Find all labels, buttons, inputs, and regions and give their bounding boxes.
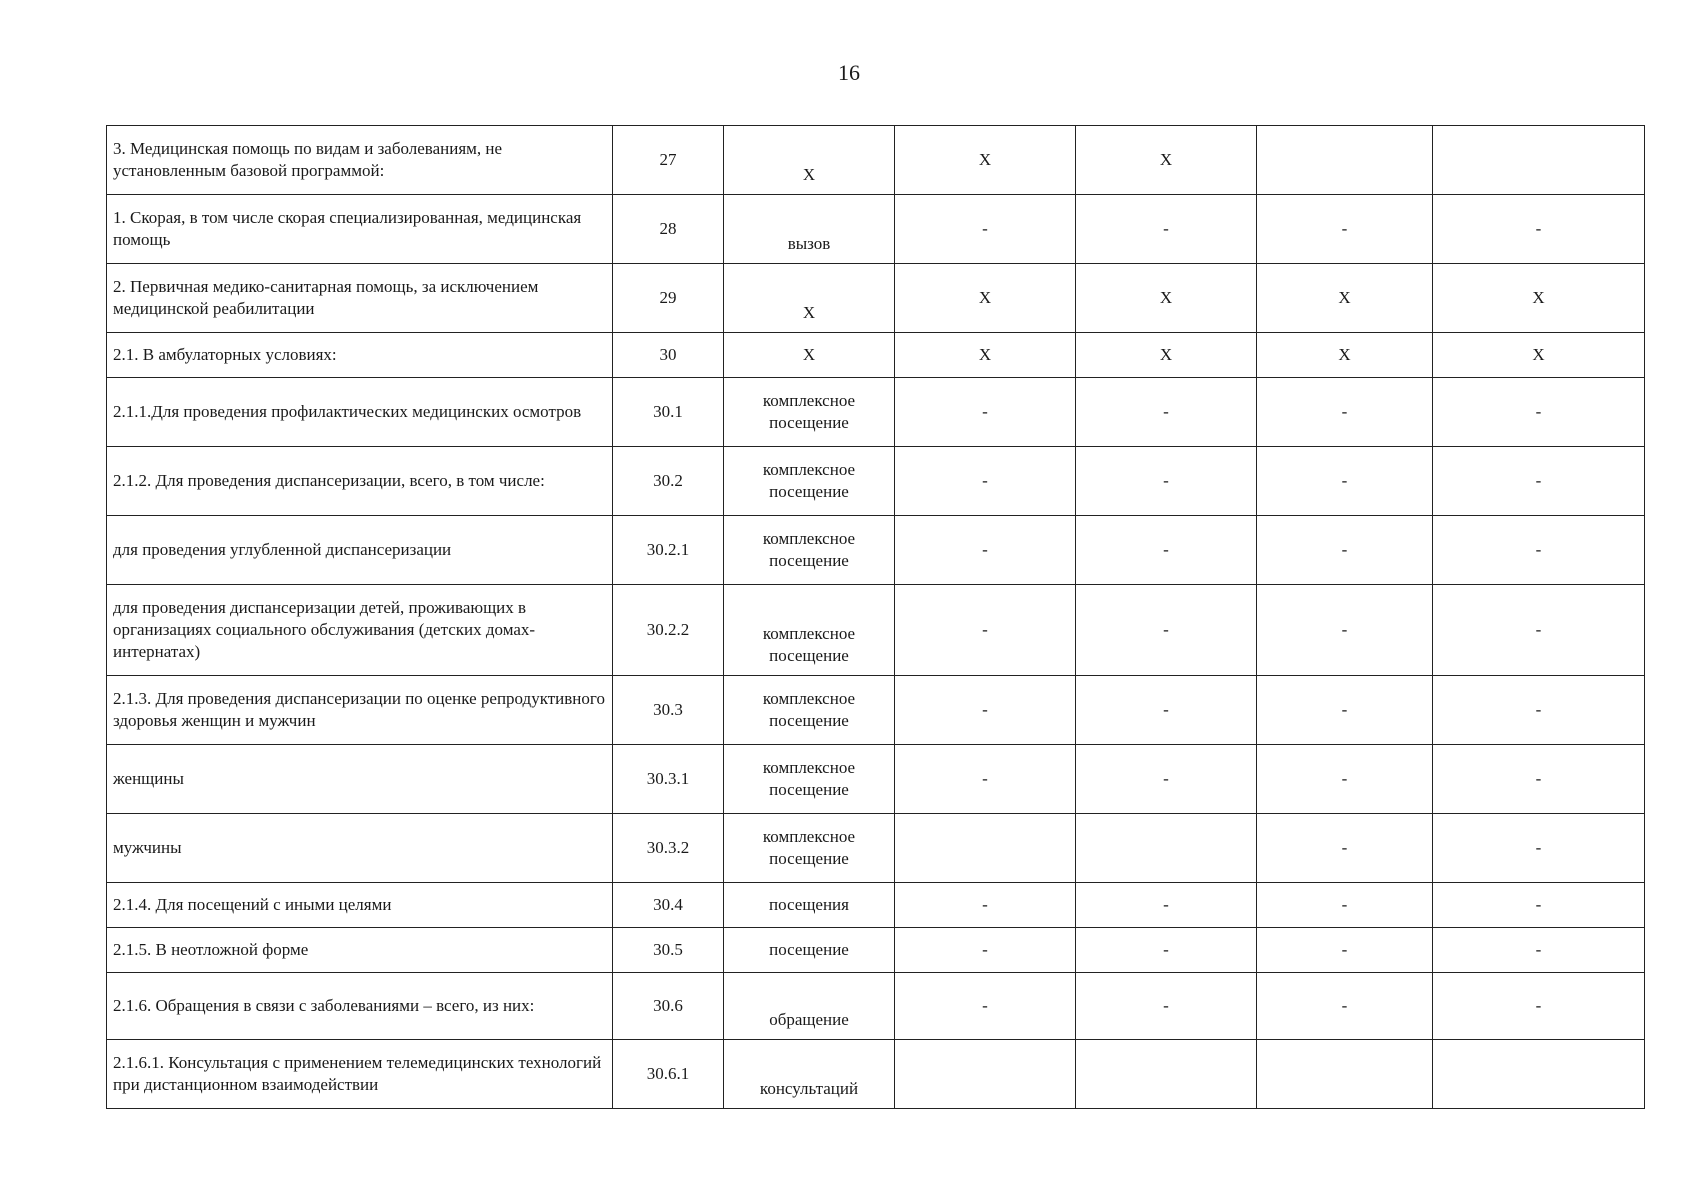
row-value: - [1257,814,1433,883]
program-table [106,125,1645,1109]
row-unit: Х [724,264,895,333]
table-row [107,126,1645,195]
row-value: - [1257,378,1433,447]
row-unit: посещение [724,928,895,973]
row-value: Х [1257,333,1433,378]
row-value: - [895,585,1076,676]
row-unit: вызов [724,195,895,264]
table-row [107,333,1645,378]
row-value: - [1433,447,1645,516]
row-value [1076,814,1257,883]
row-code: 27 [613,126,724,195]
row-value: - [1257,516,1433,585]
row-value: - [1257,585,1433,676]
table-row [107,676,1645,745]
table-row [107,745,1645,814]
row-value: - [1433,883,1645,928]
row-value: - [1257,745,1433,814]
table-row [107,814,1645,883]
row-code: 30.3.2 [613,814,724,883]
row-name: 2. Первичная медико-санитарная помощь, за исключением медицинской реабилитации [107,264,613,333]
row-unit: комплексное посещение [724,814,895,883]
row-value: Х [895,333,1076,378]
table-row [107,516,1645,585]
row-value: - [895,516,1076,585]
row-value [1433,1040,1645,1109]
table-row [107,928,1645,973]
table-row [107,378,1645,447]
table-row [107,1040,1645,1109]
row-value: - [1433,973,1645,1040]
row-value: - [1076,447,1257,516]
row-value: Х [1433,264,1645,333]
row-code: 30.6 [613,973,724,1040]
row-name: для проведения диспансеризации детей, проживающих в организациях социального обслуживания (детских домах-интернатах) [107,585,613,676]
row-value: Х [1257,264,1433,333]
row-value: - [1076,928,1257,973]
row-value [1076,1040,1257,1109]
row-unit: комплексное посещение [724,745,895,814]
row-value: - [1433,585,1645,676]
table-row [107,585,1645,676]
row-unit: комплексное посещение [724,585,895,676]
row-value: - [895,973,1076,1040]
row-value [1433,126,1645,195]
row-value: Х [895,126,1076,195]
row-value: - [1257,447,1433,516]
row-value: - [1433,928,1645,973]
row-name: 2.1.2. Для проведения диспансеризации, всего, в том числе: [107,447,613,516]
row-value: - [1257,883,1433,928]
row-code: 30.5 [613,928,724,973]
row-value: - [1433,814,1645,883]
row-unit: Х [724,333,895,378]
row-value: - [1433,378,1645,447]
row-name: 2.1.3. Для проведения диспансеризации по оценке репродуктивного здоровья женщин и мужчин [107,676,613,745]
row-name: мужчины [107,814,613,883]
row-name: женщины [107,745,613,814]
row-value: - [1257,676,1433,745]
table-row [107,195,1645,264]
row-value [1257,126,1433,195]
row-value: - [1076,676,1257,745]
row-value: Х [1076,264,1257,333]
row-code: 30.3 [613,676,724,745]
row-value: Х [1076,126,1257,195]
row-value: - [895,745,1076,814]
row-name: 2.1.1.Для проведения профилактических медицинских осмотров [107,378,613,447]
row-value: - [1257,973,1433,1040]
row-name: 2.1.6. Обращения в связи с заболеваниями – всего, из них: [107,973,613,1040]
row-name: 2.1.5. В неотложной форме [107,928,613,973]
row-unit: консультаций [724,1040,895,1109]
row-code: 29 [613,264,724,333]
row-value: - [1433,676,1645,745]
row-value: - [1076,745,1257,814]
page-number: 16 [838,60,860,85]
row-value: - [1433,195,1645,264]
row-name: 2.1.6.1. Консультация с применением телемедицинских технологий при дистанционном взаимодействии [107,1040,613,1109]
row-code: 30.3.1 [613,745,724,814]
row-code: 28 [613,195,724,264]
row-code: 30.4 [613,883,724,928]
row-name: 2.1.4. Для посещений с иными целями [107,883,613,928]
row-value [1257,1040,1433,1109]
row-value: - [895,378,1076,447]
row-code: 30.1 [613,378,724,447]
row-value [895,814,1076,883]
row-value: - [1433,516,1645,585]
row-unit: комплексное посещение [724,676,895,745]
row-name: для проведения углубленной диспансеризации [107,516,613,585]
row-value: - [1076,516,1257,585]
row-name: 2.1. В амбулаторных условиях: [107,333,613,378]
row-value: - [895,676,1076,745]
row-code: 30.2.1 [613,516,724,585]
row-value: Х [1433,333,1645,378]
row-code: 30.6.1 [613,1040,724,1109]
row-unit: комплексное посещение [724,447,895,516]
row-value: - [1076,585,1257,676]
row-code: 30 [613,333,724,378]
row-unit: Х [724,126,895,195]
row-value: - [1257,928,1433,973]
table-row [107,264,1645,333]
row-value: - [1076,883,1257,928]
row-value: Х [895,264,1076,333]
row-value: - [1433,745,1645,814]
row-value [895,1040,1076,1109]
table-row [107,447,1645,516]
row-value: - [895,195,1076,264]
row-code: 30.2.2 [613,585,724,676]
row-value: - [1076,973,1257,1040]
row-value: - [1076,378,1257,447]
row-unit: комплексное посещение [724,516,895,585]
row-unit: посещения [724,883,895,928]
row-value: - [1257,195,1433,264]
table-row [107,883,1645,928]
table-row [107,973,1645,1040]
row-value: - [895,928,1076,973]
row-unit: обращение [724,973,895,1040]
row-name: 3. Медицинская помощь по видам и заболеваниям, не установленным базовой программой: [107,126,613,195]
row-value: - [1076,195,1257,264]
row-unit: комплексное посещение [724,378,895,447]
row-value: Х [1076,333,1257,378]
row-code: 30.2 [613,447,724,516]
row-value: - [895,883,1076,928]
row-value: - [895,447,1076,516]
row-name: 1. Скорая, в том числе скорая специализированная, медицинская помощь [107,195,613,264]
